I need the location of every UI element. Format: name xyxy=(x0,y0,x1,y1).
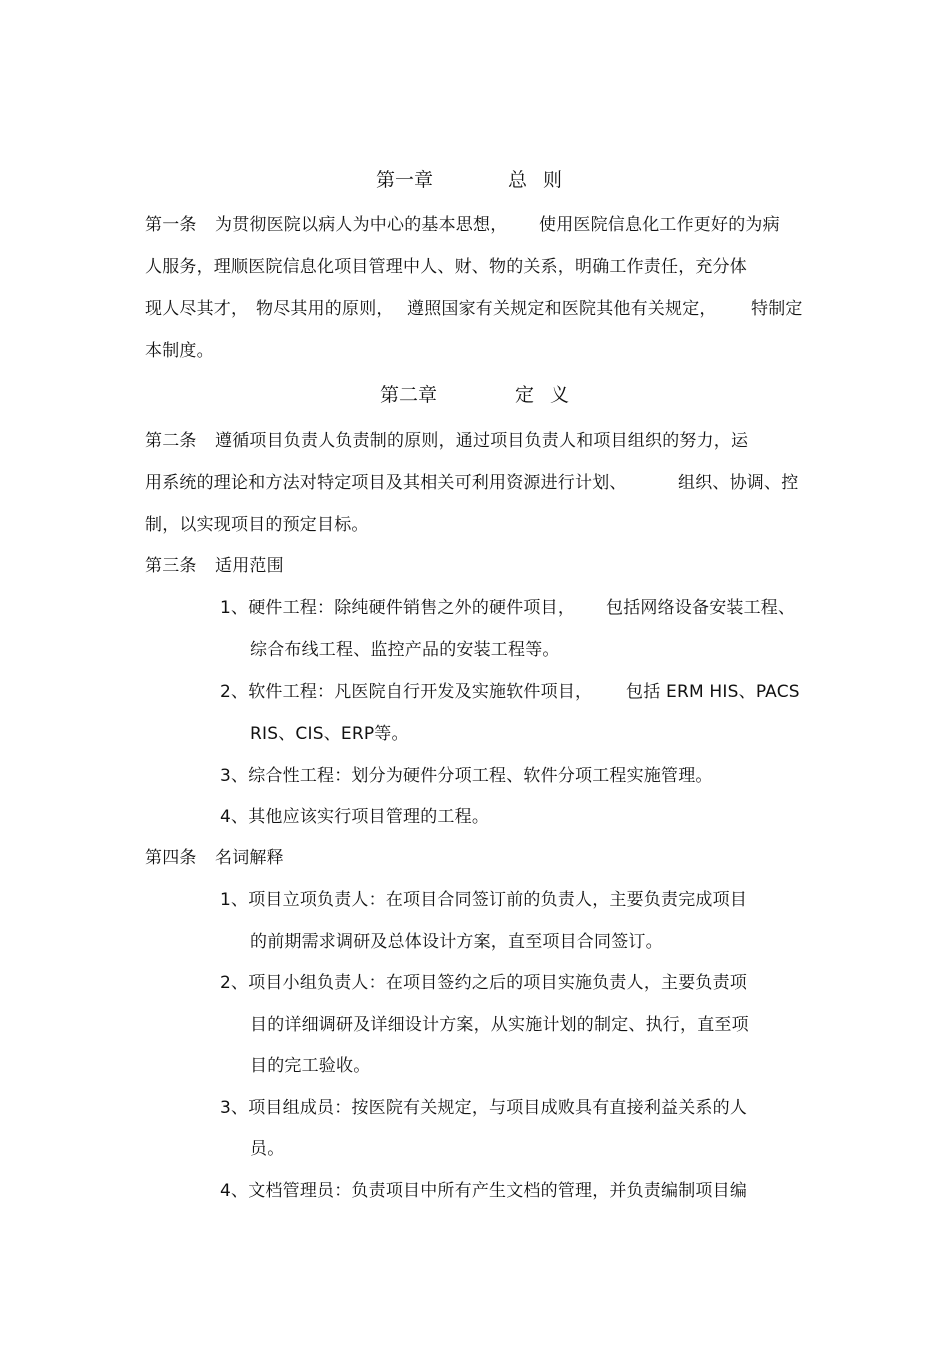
article-3-label: 第三条 xyxy=(145,556,197,576)
term-item-3-line-2: 员。 xyxy=(250,1139,285,1159)
scope-item-2-line-2: RIS、CIS、ERP等。 xyxy=(250,724,409,744)
article-2-line-3: 制，以实现项目的预定目标。 xyxy=(145,515,369,535)
article-1-text: 使用医院信息化工作更好的为病 xyxy=(539,215,780,235)
scope-item-2-text: 2、软件工程：凡医院自行开发及实施软件项目， xyxy=(220,682,593,702)
term-item-2-line-2: 目的详细调研及详细设计方案，从实施计划的制定、执行，直至项 xyxy=(250,1015,749,1035)
scope-item-1-line-2: 综合布线工程、监控产品的安装工程等。 xyxy=(250,640,560,660)
chapter-2-heading xyxy=(380,383,600,407)
article-1-text: 现人尽其才， xyxy=(145,299,249,319)
scope-item-1-text: 1、硬件工程：除纯硬件销售之外的硬件项目， xyxy=(220,598,576,618)
article-1-text: 特制定 xyxy=(751,299,803,319)
chapter-1-number: 第一章 xyxy=(376,169,434,191)
scope-item-2-text: 包括 ERM HIS、PACS xyxy=(626,682,800,702)
term-item-3-line-1: 3、项目组成员：按医院有关规定，与项目成败具有直接利益关系的人 xyxy=(220,1098,748,1118)
article-4-title: 名词解释 xyxy=(215,848,284,868)
scope-item-1-text: 包括网络设备安装工程、 xyxy=(606,598,796,618)
term-item-1-line-2: 的前期需求调研及总体设计方案，直至项目合同签订。 xyxy=(250,932,663,952)
term-item-2-line-3: 目的完工验收。 xyxy=(250,1056,371,1076)
article-2-text: 组织、协调、控 xyxy=(678,473,799,493)
article-1-label: 第一条 xyxy=(145,215,197,235)
article-1-text: 物尽其用的原则， xyxy=(256,299,394,319)
article-1-line-4: 本制度。 xyxy=(145,341,214,361)
scope-item-3: 3、综合性工程：划分为硬件分项工程、软件分项工程实施管理。 xyxy=(220,766,713,786)
article-1-text: 遵照国家有关规定和医院其他有关规定， xyxy=(407,299,717,319)
chapter-2-title: 定义 xyxy=(515,384,586,406)
chapter-2-number: 第二章 xyxy=(380,384,438,406)
article-1-line-2: 人服务，理顺医院信息化项目管理中人、财、物的关系，明确工作责任，充分体 xyxy=(145,257,747,277)
article-2-text: 用系统的理论和方法对特定项目及其相关可利用资源进行计划、 xyxy=(145,473,627,493)
article-4-label: 第四条 xyxy=(145,848,197,868)
article-3-title: 适用范围 xyxy=(215,556,284,576)
chapter-1-title: 总则 xyxy=(508,169,579,191)
article-2-text: 遵循项目负责人负责制的原则，通过项目负责人和项目组织的努力，运 xyxy=(215,431,749,451)
term-item-2-line-1: 2、项目小组负责人：在项目签约之后的项目实施负责人，主要负责项 xyxy=(220,973,748,993)
term-item-4-line-1: 4、文档管理员：负责项目中所有产生文档的管理，并负责编制项目编 xyxy=(220,1181,748,1201)
article-2-label: 第二条 xyxy=(145,431,197,451)
term-item-1-line-1: 1、项目立项负责人：在项目合同签订前的负责人，主要负责完成项目 xyxy=(220,890,748,910)
article-1-text: 为贯彻医院以病人为中心的基本思想， xyxy=(215,215,508,235)
chapter-1-heading xyxy=(376,168,596,192)
scope-item-4: 4、其他应该实行项目管理的工程。 xyxy=(220,807,490,827)
